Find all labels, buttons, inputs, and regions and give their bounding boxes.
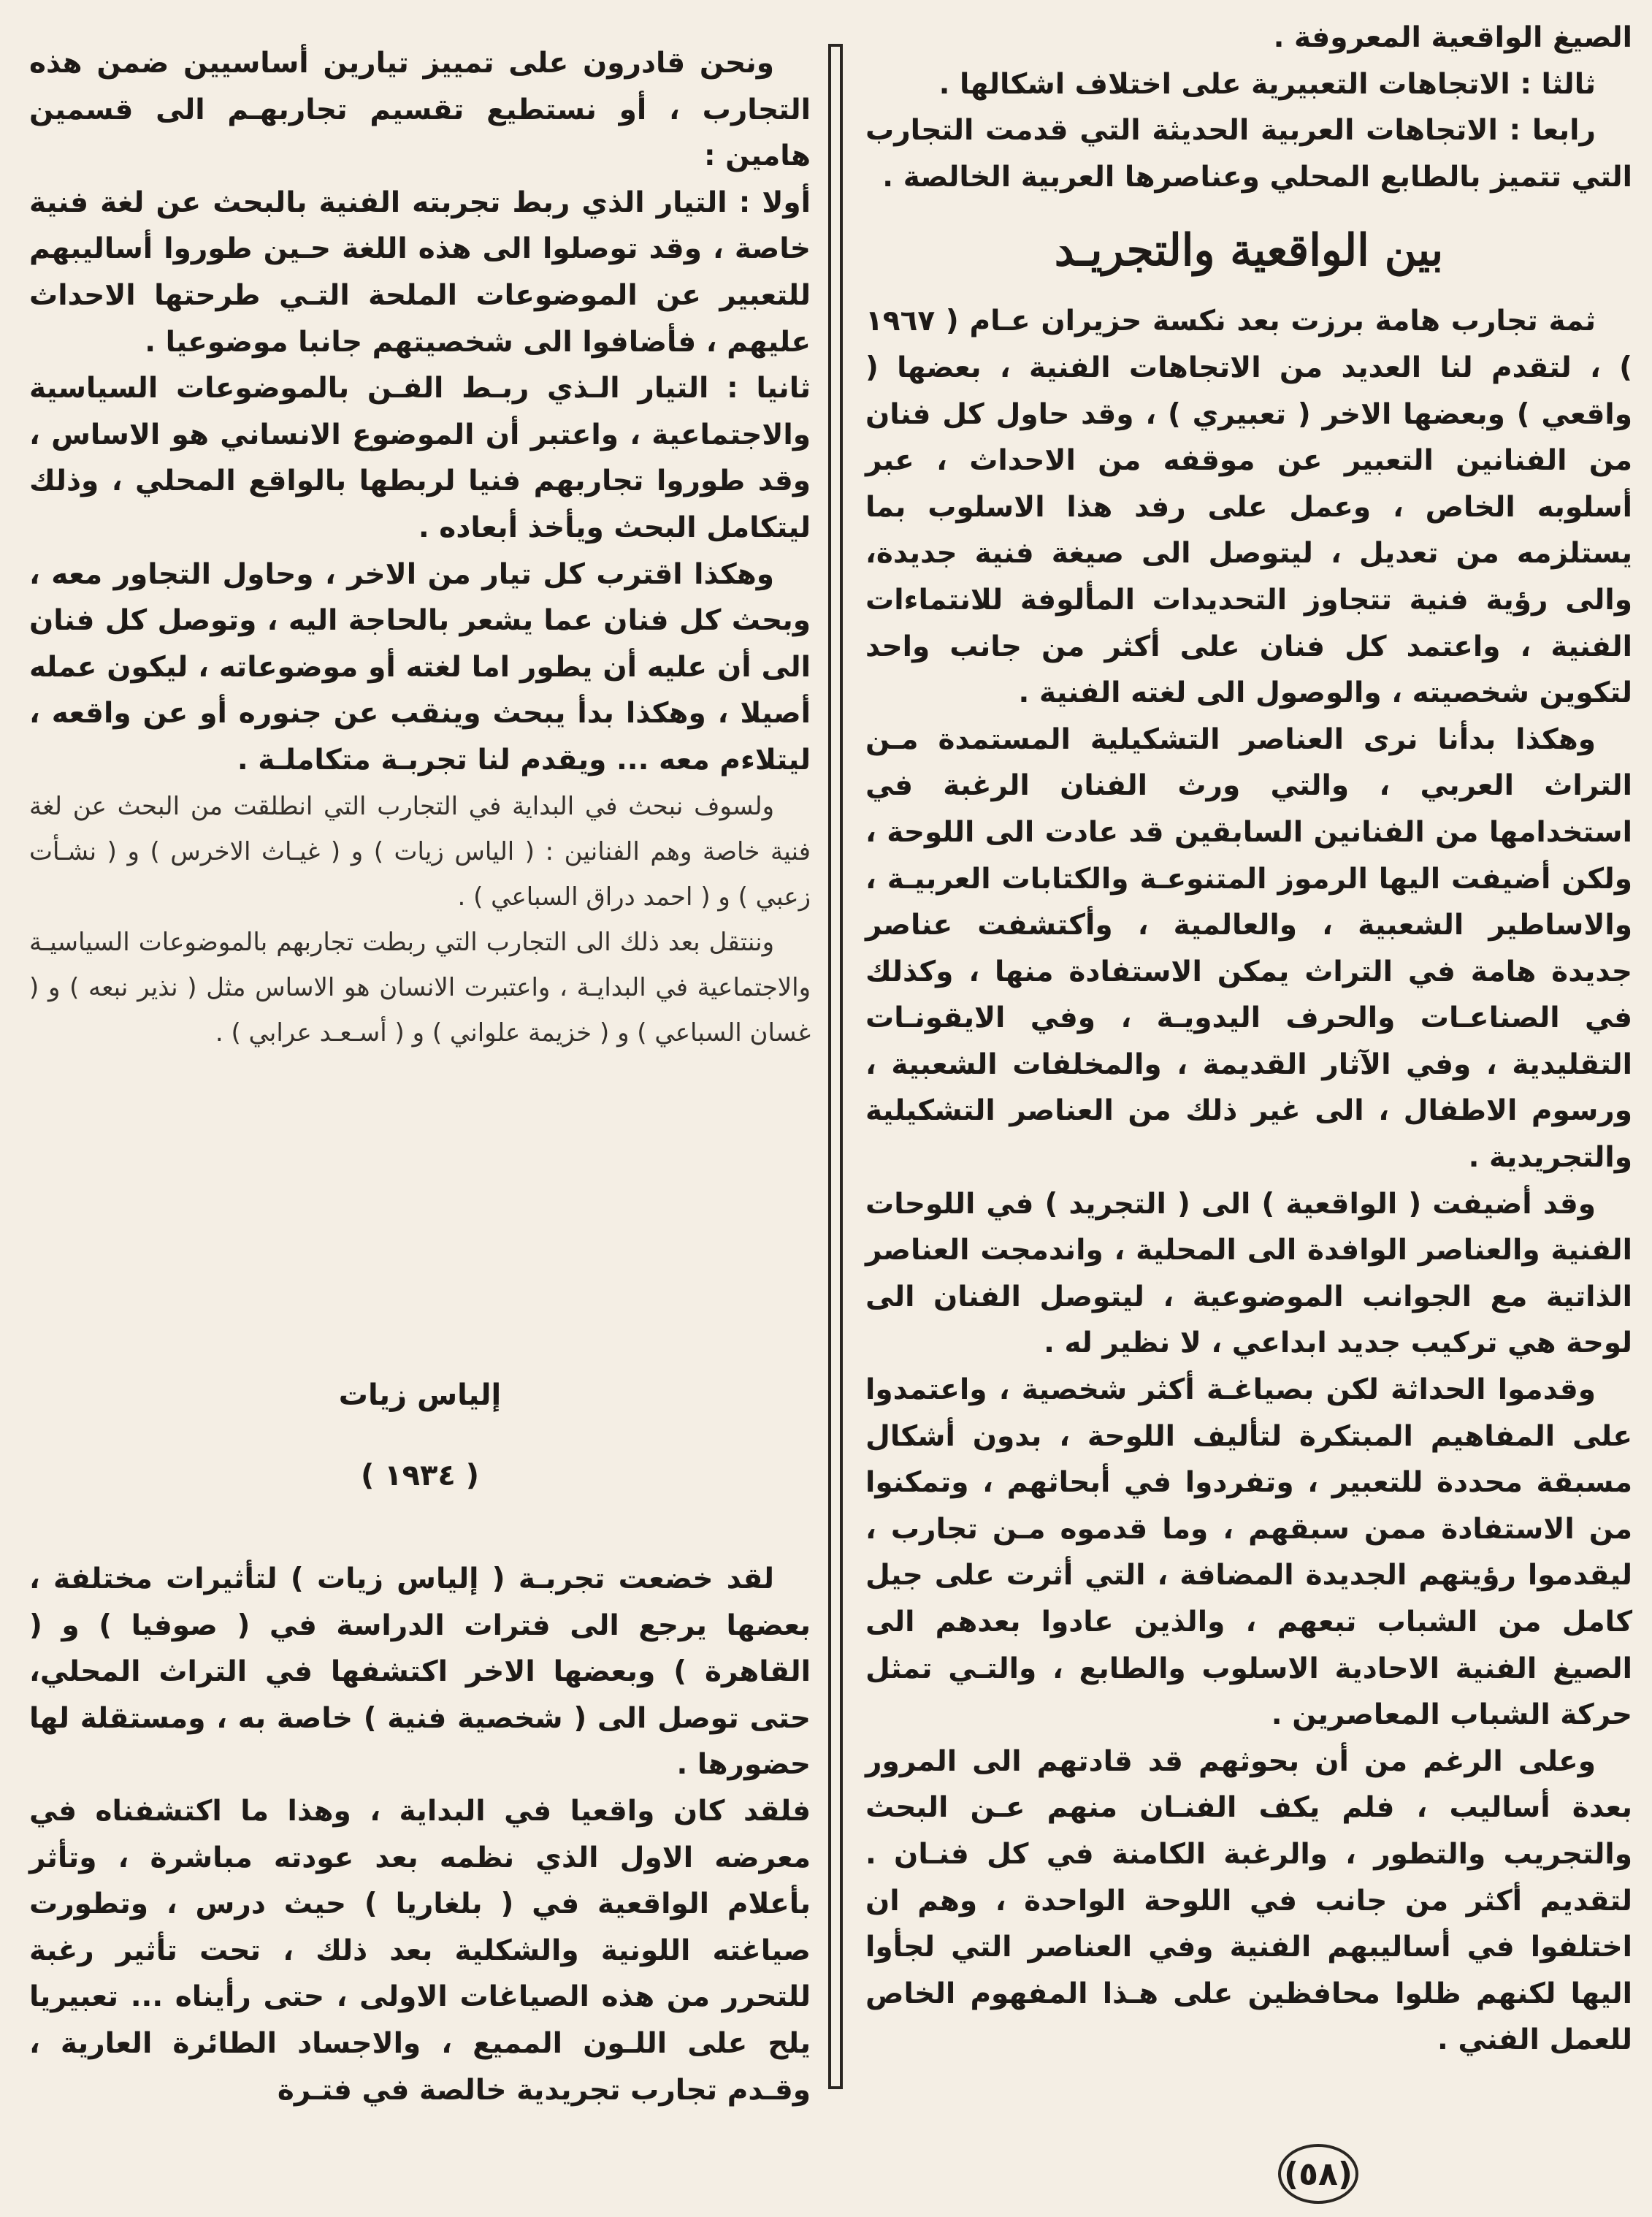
paragraph: وعلى الرغم من أن بحوثهم قد قادتهم الى المرور بعدة أساليب ، فلم يكف الفنـان منهم عـن البحث والتجريب والتطور ، والرغبة الكامنة في كل فنـان . لتقديم أكثر من جانب في اللوحة الواحدة ، وهم ان اختلفوا في أساليبهم الفنية وفي العناصر التي لجأوا اليها لكنهم ظلوا محافظين على هـذا المفهوم الخاص للعمل الفني . xyxy=(865,1744,1632,2057)
paragraph: وقد أضيفت ( الواقعية ) الى ( التجريد ) في اللوحات الفنية والعناصر الوافدة الى المحلية ، واندمجت العناصر الذاتية مع الجوانب الموضوعية ، ليتوصل الفنان الى لوحة هي تركيب جديد ابداعي ، لا نظير له . xyxy=(865,1187,1632,1360)
paragraph: لقد خضعت تجربـة ( إلياس زيات ) لتأثيرات مختلفة ، بعضها يرجع الى فترات الدراسة في ( صوفيا ) و ( القاهرة ) وبعضها الاخر اكتشفها في التراث المحلي، حتى توصل الى ( شخصية فنية ) خاصة به ، ومستقلة لها حضورها . xyxy=(29,1562,811,1782)
intro-line: رابعا : الاتجاهات العربية الحديثة التي قدمت التجارب التي تتميز بالطابع المحلي وعناصرها العربية الخالصة . xyxy=(865,114,1632,194)
artist-name-heading: إلياس زيات xyxy=(338,1378,502,1412)
intro-line: الصيغ الواقعية المعروفة . xyxy=(1273,21,1632,54)
paragraph: ثمة تجارب هامة برزت بعد نكسة حزيران عـام ( ١٩٦٧ ) ، لتقدم لنا العديد من الاتجاهات الفنية ، بعضها ( واقعي ) وبعضها الاخر ( تعبيري ) ، وقد حاول كل فنان من الفنانين التعبير عن موقفه من الاحداث ، عبر أسلوبه الخاص ، وعمل على رفد هذا الاسلوب بما يستلزمه من تعديل ، ليتوصل الى صيغة فنية جديدة، والى رؤية فنية تتجاوز التحديدات المألوفة للانتماءات الفنية ، واعتمد كل فنان على أكثر من جانب واحد لتكوين شخصيته ، والوصول الى لغته الفنية . xyxy=(865,305,1632,710)
light-paragraph: ولسوف نبحث في البداية في التجارب التي انطلقت من البحث عن لغة فنية خاصة وهم الفنانين : ( الياس زيات ) و ( غيـاث الاخرس ) و ( نشـأت زعبي ) و ( احمد دراق السباعي ) . xyxy=(29,791,811,912)
paragraph: فلقد كان واقعيا في البداية ، وهذا ما اكتشفناه في معرضه الاول الذي نظمه بعد عودته مباشرة ، وتأثر بأعلام الواقعية في ( بلغاريا ) حيث درس ، وتطورت صياغته اللونية والشكلية بعد ذلك ، تحت تأثير رغبة للتحرر من هذه الصياغات الاولى ، حتى رأيناه ... تعبيريا يلح على اللـون المميع ، والاجساد الطائرة العارية ، وقـدم تجارب تجريدية خالصة في فتـرة xyxy=(29,1794,811,2107)
left-text-column xyxy=(29,40,811,1056)
intro-line: ثالثا : الاتجاهات التعبيرية على اختلاف اشكالها . xyxy=(938,67,1596,101)
right-text-column xyxy=(865,15,1632,2064)
column-divider xyxy=(828,44,843,2089)
artist-year: ( ١٩٣٤ ) xyxy=(360,1459,480,1492)
paragraph: وقدموا الحداثة لكن بصياغـة أكثر شخصية ، واعتمدوا على المفاهيم المبتكرة لتأليف اللوحة ، بدون أشكال مسبقة محددة للتعبير ، وتفردوا في أبحاثهم ، وتمكنوا من الاستفادة ممن سبقهم ، وما قدموه مـن تجارب ، ليقدموا رؤيتهم الجديدة المضافة ، التي أثرت على جيل كامل من الشباب تبعهم ، والذين عادوا بعدهم الى الصيغ الفنية الاحادية الاسلوب والطابع ، والتـي تمثل حركة الشباب المعاصرين . xyxy=(865,1373,1632,1732)
paragraph: أولا : التيار الذي ربط تجربته الفنية بالبحث عن لغة فنية خاصة ، وقد توصلوا الى هذه اللغة حـين طوروا أساليبهم للتعبير عن الموضوعات الملحة التـي طرحتها الاحداث عليهم ، فأضافوا الى شخصيتهم جانبا موضوعيا . xyxy=(29,186,811,359)
light-paragraph: وننتقل بعد ذلك الى التجارب التي ربطت تجاربهم بالموضوعات السياسيـة والاجتماعية في البدايـة ، واعتبرت الانسان هو الاساس مثل ( نذير نبعه ) و ( غسان السباعي ) و ( خزيمة علواني ) و ( أسـعـد عرابي ) . xyxy=(29,927,811,1048)
artist-section-text xyxy=(29,1556,811,2113)
paragraph: وهكذا بدأنا نرى العناصر التشكيلية المستمدة مـن التراث العربي ، والتي ورث الفنان الرغبة في استخدامها من الفنانين السابقين قد عادت الى اللوحة ، ولكن أضيفت اليها الرموز المتنوعـة والكتابات العربيـة ، والاساطير الشعبية ، والعالمية ، وأكتشفت عناصر جديدة هامة في التراث يمكن الاستفادة منها ، وكذلك في الصناعـات والحرف اليدويـة ، وفي الايقونـات التقليدية ، وفي الآثار القديمة ، والمخلفات الشعبية ، ورسوم الاطفال ، الى غير ذلك من العناصر التشكيلية والتجريدية . xyxy=(865,722,1632,1175)
paragraph: ثانيا : التيار الـذي ربـط الفـن بالموضوعات السياسية والاجتماعية ، واعتبر أن الموضوع الانساني هو الاساس ، وقد طوروا تجاربهم فنيا لربطها بالواقع المحلي ، وذلك ليتكامل البحث ويأخذ أبعاده . xyxy=(29,372,811,544)
paragraph: ونحن قادرون على تمييز تيارين أساسيين ضمن هذه التجارب ، أو نستطيع تقسيم تجاربهـم الى قسمين هامين : xyxy=(29,47,811,173)
section-heading: بين الواقعية والتجريـد xyxy=(1054,225,1444,277)
page-number: (٥٨) xyxy=(1278,2144,1358,2204)
paragraph: وهكذا اقترب كل تيار من الاخر ، وحاول التجاور معه ، وبحث كل فنان عما يشعر بالحاجة اليه ، وتوصل كل فنان الى أن عليه أن يطور اما لغته أو موضوعاته ، ليكون عمله أصيلا ، وهكذا بدأ يبحث وينقب عن جنوره أو عن واقعه ، ليتلاءم معه ... ويقدم لنا تجربـة متكاملـة . xyxy=(29,557,811,776)
